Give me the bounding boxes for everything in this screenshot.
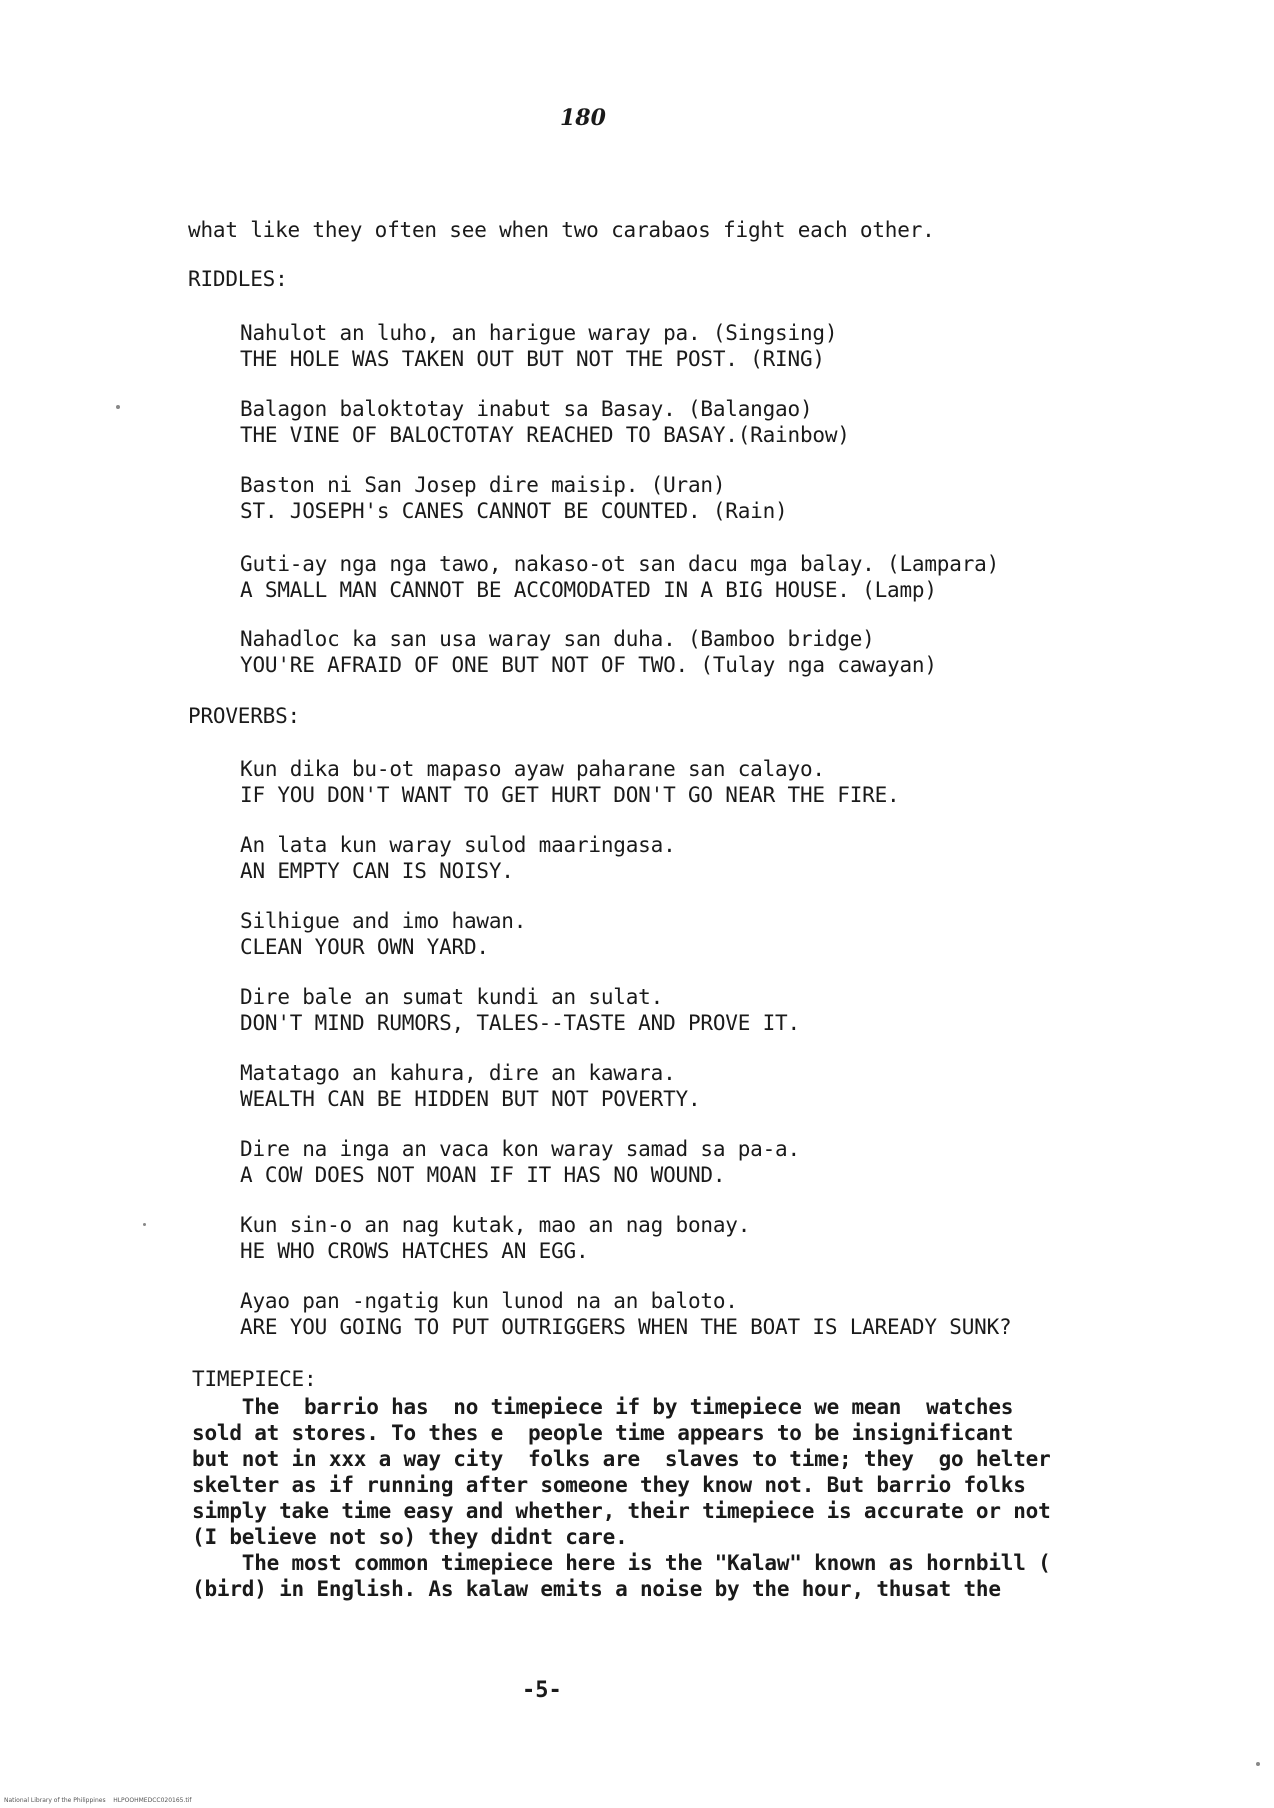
paragraph-line: The barrio has no timepiece if by timepiece we mean watches [192,1395,1014,1419]
paragraph-line: (I believe not so) they didnt care. [192,1525,628,1549]
proverb-english: IF YOU DON'T WANT TO GET HURT DON'T GO NEAR THE FIRE. [240,783,900,807]
proverb-english: WEALTH CAN BE HIDDEN BUT NOT POVERTY. [240,1087,701,1111]
page-number-bottom: -5- [522,1678,562,1703]
proverb-native: Dire bale an sumat kundi an sulat. [240,985,664,1009]
proverb-native: Silhigue and imo hawan. [240,909,527,933]
riddle-native: Guti-ay nga nga tawo, nakaso-ot san dacu mga balay. (Lampara) [240,552,1000,576]
riddle-english: THE HOLE WAS TAKEN OUT BUT NOT THE POST. (RING) [240,347,825,371]
proverb-native: Kun dika bu-ot mapaso ayaw paharane san calayo. [240,757,825,781]
riddle-english: YOU'RE AFRAID OF ONE BUT NOT OF TWO. (Tulay nga cawayan) [240,653,937,677]
riddle-english: A SMALL MAN CANNOT BE ACCOMODATED IN A BIG HOUSE. (Lamp) [240,578,937,602]
proverb-english: ARE YOU GOING TO PUT OUTRIGGERS WHEN THE BOAT IS LAREADY SUNK? [240,1315,1012,1339]
paragraph-line: sold at stores. To thes e people time appears to be insignificant [192,1421,1014,1445]
scan-footer: National Library of the Philippines HLPOOHMEDCC020165.tif [4,1797,192,1804]
riddles-heading: RIDDLES: [188,267,288,291]
opening-line: what like they often see when two carabaos fight each other. [188,218,935,242]
riddle-native: Nahadloc ka san usa waray san duha. (Bamboo bridge) [240,627,875,651]
proverb-english: A COW DOES NOT MOAN IF IT HAS NO WOUND. [240,1163,726,1187]
proverb-english: CLEAN YOUR OWN YARD. [240,935,489,959]
riddle-native: Baston ni San Josep dire maisip. (Uran) [240,473,726,497]
proverb-native: Ayao pan -ngatig kun lunod na an baloto. [240,1289,738,1313]
riddle-english: THE VINE OF BALOCTOTAY REACHED TO BASAY.(Rainbow) [240,423,850,447]
proverb-english: AN EMPTY CAN IS NOISY. [240,859,514,883]
paragraph-line: simply take time easy and whether, their timepiece is accurate or not [192,1499,1051,1523]
riddle-english: ST. JOSEPH's CANES CANNOT BE COUNTED. (Rain) [240,499,788,523]
riddle-native: Balagon baloktotay inabut sa Basay. (Balangao) [240,397,813,421]
timepiece-heading: TIMEPIECE: [192,1367,317,1391]
paragraph-line: (bird) in English. As kalaw emits a noise by the hour, thusat the [192,1577,1001,1601]
paragraph-line: but not in xxx a way city folks are slaves to time; they go helter [192,1447,1051,1471]
proverb-native: Matatago an kahura, dire an kawara. [240,1061,676,1085]
proverb-native: Kun sin-o an nag kutak, mao an nag bonay. [240,1213,751,1237]
scan-speck [143,1223,146,1226]
proverbs-heading: PROVERBS: [188,704,300,728]
paragraph-line: The most common timepiece here is the "Kalaw" known as hornbill ( [192,1551,1051,1575]
proverb-native: An lata kun waray sulod maaringasa. [240,833,676,857]
paragraph-line: skelter as if running after someone they know not. But barrio folks [192,1473,1026,1497]
proverb-native: Dire na inga an vaca kon waray samad sa pa-a. [240,1137,800,1161]
riddle-native: Nahulot an luho, an harigue waray pa. (Singsing) [240,321,838,345]
page-number-top: 180 [560,105,606,131]
scan-speck [116,405,120,409]
proverb-english: DON'T MIND RUMORS, TALES--TASTE AND PROVE IT. [240,1011,800,1035]
scan-speck [1256,1762,1260,1766]
proverb-english: HE WHO CROWS HATCHES AN EGG. [240,1239,589,1263]
